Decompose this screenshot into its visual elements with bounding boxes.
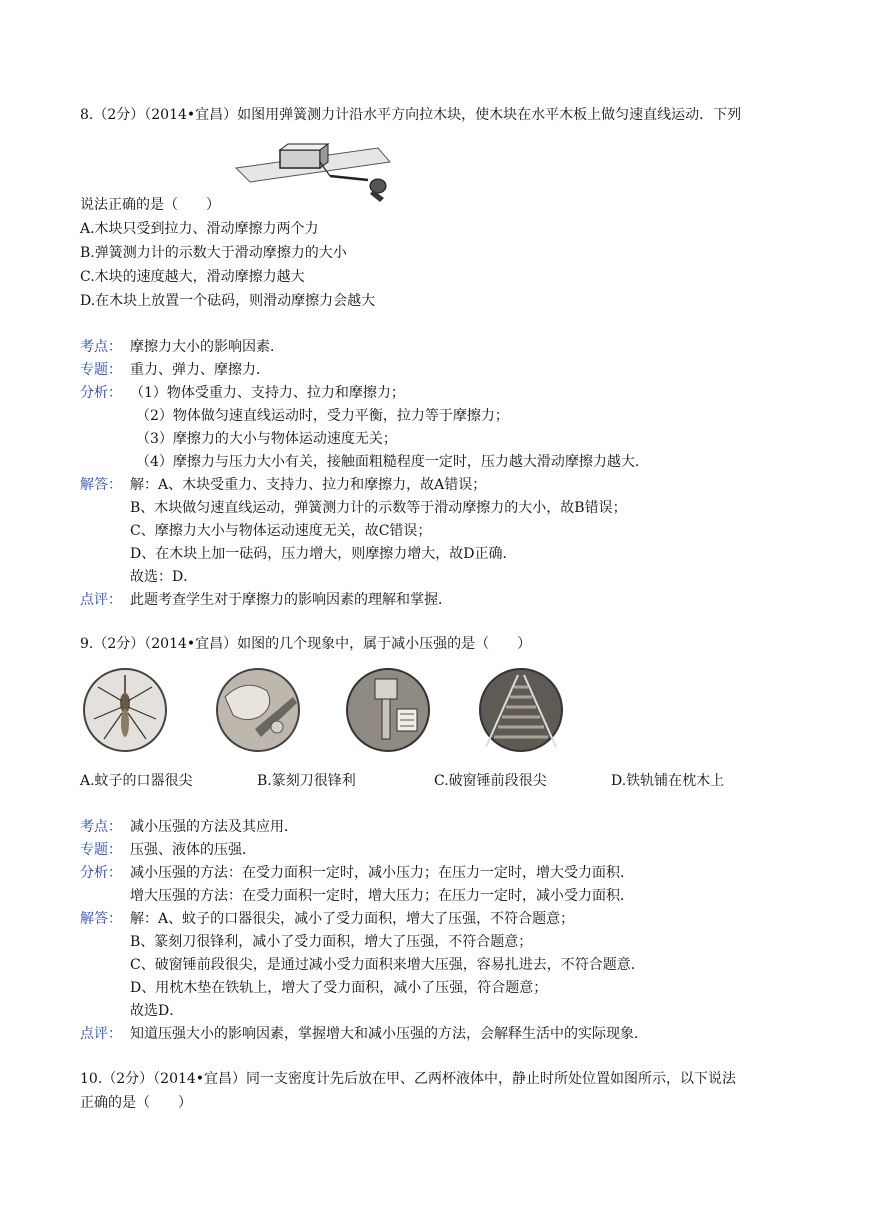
- q8-fenxi-line-1: （1）物体受重力、支持力、拉力和摩擦力；: [130, 385, 405, 401]
- q8-jieda-row: [80, 475, 486, 495]
- q9-jieda-line-3: C、破窗锤前段很尖，是通过减小受力面积来增大压强，容易扎进去，不符合题意．: [130, 957, 645, 973]
- q8-kaodian-label: 考点：: [80, 339, 122, 355]
- q8-option-c: C.木块的速度越大，滑动摩擦力越大: [80, 269, 305, 285]
- q9-zhuanti-label: 专题：: [80, 842, 122, 858]
- q9-dianping-text: 知道压强大小的影响因素，掌握增大和减小压强的方法，会解释生活中的实际现象．: [130, 1026, 648, 1042]
- q8-dianping-row: [80, 590, 452, 610]
- q9-option-c: C.破窗锤前段很尖: [434, 773, 547, 789]
- q9-jieda-line-5: 故选D．: [130, 1003, 184, 1019]
- q8-option-d: D.在木块上放置一个砝码，则滑动摩擦力会越大: [80, 293, 376, 309]
- q10-stem-cont: 正确的是（ ）: [80, 1095, 192, 1111]
- q8-kaodian-text: 摩擦力大小的影响因素．: [130, 339, 284, 355]
- carving-knife-image: [215, 667, 301, 753]
- q8-zhuanti-text: 重力、弹力、摩擦力．: [130, 362, 270, 378]
- q8-jieda-line-1: 解：A、木块受重力、支持力、拉力和摩擦力，故A错误；: [130, 477, 487, 493]
- railway-track-image: [478, 667, 564, 753]
- q8-jieda-label: 解答：: [80, 477, 122, 493]
- q8-fenxi-line-2: （2）物体做匀速直线运动时，受力平衡，拉力等于摩擦力；: [136, 408, 509, 424]
- q8-kaodian-row: [80, 337, 284, 357]
- q8-zhuanti-label: 专题：: [80, 362, 122, 378]
- q8-fenxi-line-3: （3）摩擦力的大小与物体运动速度无关；: [136, 431, 397, 447]
- q8-jieda-line-3: C、摩擦力大小与物体运动速度无关，故C错误；: [130, 523, 432, 539]
- spring-scale-block-figure: [228, 140, 393, 208]
- mosquito-image: [82, 667, 168, 753]
- q8-stem-cont: 说法正确的是（ ）: [80, 197, 220, 213]
- q8-jieda-line-4: D、在木块上加一砝码，压力增大，则摩擦力增大，故D正确．: [130, 546, 517, 562]
- q9-zhuanti-row: [80, 840, 256, 860]
- q9-kaodian-text: 减小压强的方法及其应用．: [130, 819, 298, 835]
- window-hammer-image: [345, 667, 431, 753]
- q8-dianping-text: 此题考查学生对于摩擦力的影响因素的理解和掌握．: [130, 592, 452, 608]
- q8-jieda-line-2: B、木块做匀速直线运动，弹簧测力计的示数等于滑动摩擦力的大小，故B错误；: [130, 500, 627, 516]
- q8-option-a: A.木块只受到拉力、滑动摩擦力两个力: [80, 221, 319, 237]
- q8-stem: 8.（2分）（2014•宜昌）如图用弹簧测力计沿水平方向拉木块，使木块在水平木板上做匀速直线运动．下列: [80, 107, 742, 123]
- q8-fenxi-line-4: （4）摩擦力与压力大小有关，接触面粗糙程度一定时，压力越大滑动摩擦力越大．: [136, 454, 649, 470]
- q9-jieda-line-2: B、篆刻刀很锋利，减小了受力面积，增大了压强，不符合题意；: [130, 934, 533, 950]
- q8-dianping-label: 点评：: [80, 592, 122, 608]
- q9-dianping-row: [80, 1024, 648, 1044]
- q8-fenxi-label: 分析：: [80, 385, 122, 401]
- q8-option-b: B.弹簧测力计的示数大于滑动摩擦力的大小: [80, 245, 347, 261]
- q10-stem: 10.（2分）（2014•宜昌）同一支密度计先后放在甲、乙两杯液体中，静止时所处位置如图所示，以下说法: [80, 1071, 737, 1087]
- q8-jieda-line-5: 故选：D．: [130, 569, 198, 585]
- q8-fenxi-row: [80, 383, 405, 403]
- q9-option-b: B.篆刻刀很锋利: [257, 773, 356, 789]
- q9-jieda-label: 解答：: [80, 911, 122, 927]
- q9-stem: 9.（2分）（2014•宜昌）如图的几个现象中，属于减小压强的是（ ）: [80, 636, 532, 652]
- q9-option-d: D.铁轨铺在枕木上: [611, 773, 725, 789]
- q9-option-a: A.蚊子的口器很尖: [80, 773, 193, 789]
- q9-fenxi-line-2: 增大压强的方法：在受力面积一定时，增大压力；在压力一定时，减小受力面积．: [130, 888, 634, 904]
- q9-kaodian-label: 考点：: [80, 819, 122, 835]
- q9-fenxi-label: 分析：: [80, 865, 122, 881]
- q9-jieda-line-4: D、用枕木垫在铁轨上，增大了受力面积，减小了压强，符合题意；: [130, 980, 548, 996]
- q8-zhuanti-row: [80, 360, 270, 380]
- q9-fenxi-line-1: 减小压强的方法：在受力面积一定时，减小压力；在压力一定时，增大受力面积．: [130, 865, 634, 881]
- q9-kaodian-row: [80, 817, 298, 837]
- q9-jieda-row: [80, 909, 574, 929]
- q9-jieda-line-1: 解：A、蚊子的口器很尖，减小了受力面积，增大了压强，不符合题意；: [130, 911, 575, 927]
- q9-zhuanti-text: 压强、液体的压强．: [130, 842, 256, 858]
- q9-dianping-label: 点评：: [80, 1026, 122, 1042]
- q9-fenxi-row: [80, 863, 634, 883]
